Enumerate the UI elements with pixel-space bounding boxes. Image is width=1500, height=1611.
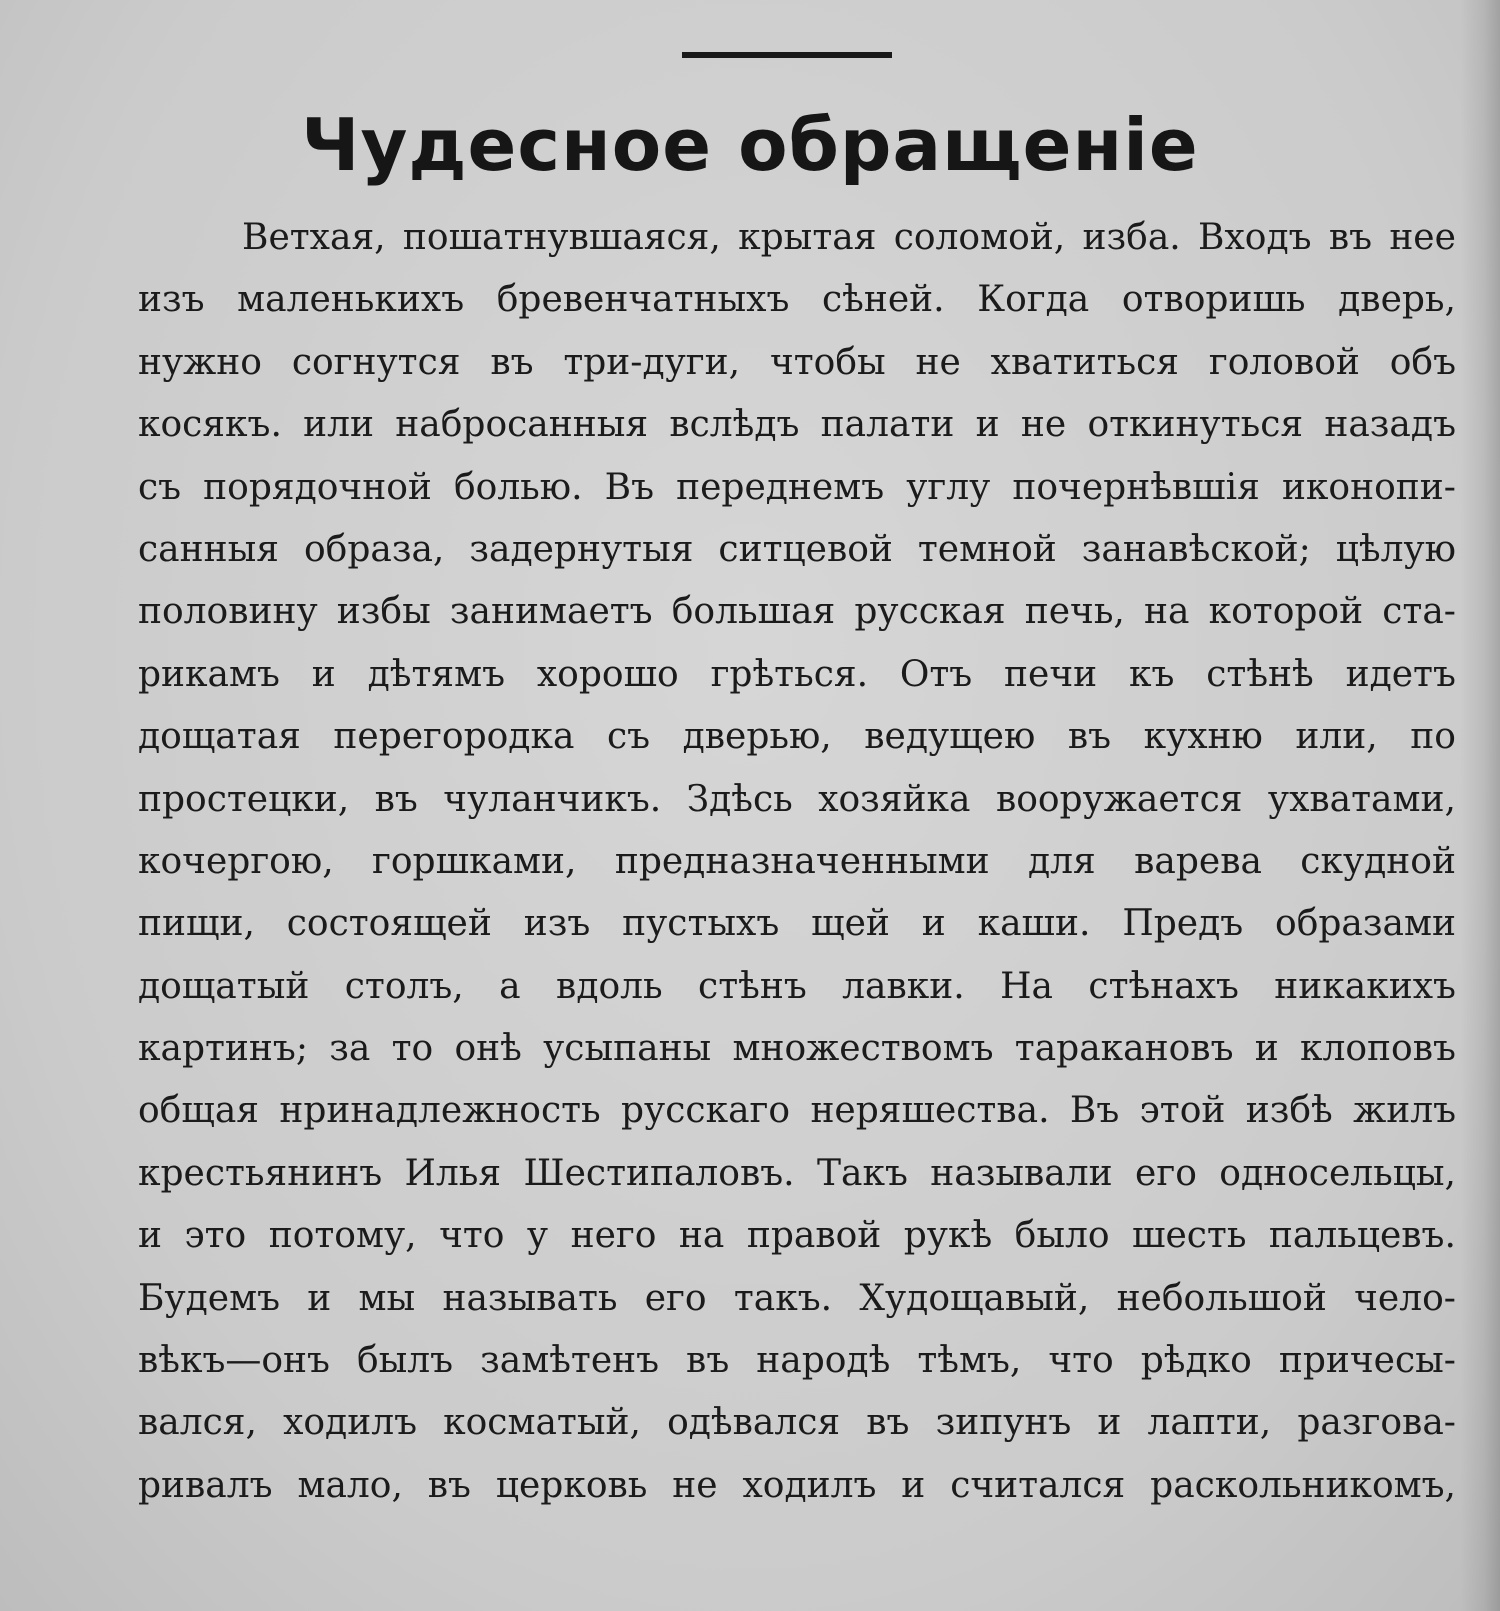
- word: у: [526, 1215, 549, 1257]
- word: дощатый: [138, 965, 310, 1007]
- word: стѣнѣ: [1206, 653, 1314, 695]
- word: бревенчатныхъ: [496, 279, 790, 321]
- word: косматый,: [443, 1402, 641, 1444]
- word: русскаго: [621, 1090, 791, 1132]
- word: рикамъ: [138, 653, 280, 695]
- word: него: [570, 1215, 657, 1257]
- word: и: [311, 653, 336, 695]
- word: считался: [950, 1464, 1126, 1506]
- word: варева: [1134, 840, 1262, 882]
- word: шесть: [1131, 1215, 1247, 1257]
- word: Худощавый,: [859, 1277, 1090, 1319]
- text-line: [138, 332, 1456, 394]
- word: чуланчикъ.: [443, 778, 662, 820]
- word: церковь: [495, 1464, 648, 1506]
- word: вался,: [138, 1402, 257, 1444]
- word: занавѣской;: [1081, 528, 1311, 570]
- word: ухватами,: [1267, 778, 1456, 820]
- word: На: [1000, 965, 1053, 1007]
- section-divider-rule: [682, 52, 892, 58]
- word: ривалъ: [138, 1464, 273, 1506]
- word: и: [307, 1277, 332, 1319]
- word: головой: [1208, 341, 1360, 383]
- word: на: [678, 1215, 725, 1257]
- word: вслѣдъ: [669, 404, 800, 446]
- word: углу: [906, 466, 991, 508]
- word: дѣтямъ: [367, 653, 506, 695]
- page-edge-shadow: [1460, 0, 1500, 1611]
- word: избѣ: [1245, 1090, 1333, 1132]
- word: откинуться: [1087, 404, 1304, 446]
- word: раскольникомъ,: [1150, 1464, 1456, 1506]
- word: его: [1135, 1152, 1197, 1194]
- word: вѣкъ—онъ: [138, 1340, 330, 1382]
- word: кочергою,: [138, 840, 334, 882]
- word: односельцы,: [1219, 1152, 1456, 1194]
- word: почернѣвшія: [1012, 466, 1260, 508]
- word: пальцевъ.: [1268, 1215, 1456, 1257]
- word: то: [391, 1028, 434, 1070]
- word: кухню: [1143, 716, 1263, 758]
- word: мы: [358, 1277, 416, 1319]
- word: сѣней.: [821, 279, 945, 321]
- word: санныя: [138, 528, 279, 570]
- word: рукѣ: [903, 1215, 993, 1257]
- word: не: [672, 1464, 718, 1506]
- word: называть: [442, 1277, 618, 1319]
- word: народѣ: [756, 1340, 891, 1382]
- word: съ: [606, 716, 651, 758]
- word: не: [915, 341, 961, 383]
- text-line: [138, 1455, 1456, 1517]
- word: тѣмъ,: [917, 1340, 1022, 1382]
- word: множествомъ: [732, 1028, 994, 1070]
- word: въ: [1067, 716, 1112, 758]
- word: такъ.: [733, 1277, 833, 1319]
- word: правой: [746, 1215, 882, 1257]
- word: рѣдко: [1140, 1340, 1252, 1382]
- word: три-дуги,: [563, 341, 741, 383]
- word: къ: [1128, 653, 1175, 695]
- word: называли: [930, 1152, 1113, 1194]
- word: горшками,: [372, 840, 577, 882]
- word: столъ,: [344, 965, 464, 1007]
- word: это: [184, 1215, 247, 1257]
- text-line: [138, 1205, 1456, 1267]
- word: хватиться: [990, 341, 1180, 383]
- word: большая: [671, 591, 836, 633]
- word: съ: [138, 466, 182, 508]
- word: никакихъ: [1274, 965, 1456, 1007]
- word: предназначенными: [614, 840, 990, 882]
- word: дверь,: [1338, 279, 1456, 321]
- text-line: [138, 1330, 1456, 1392]
- word: ходилъ: [283, 1402, 417, 1444]
- text-line: [138, 519, 1456, 581]
- word: назадъ: [1324, 404, 1456, 446]
- word: Такъ: [817, 1152, 908, 1194]
- word: за: [329, 1028, 371, 1070]
- word: пищи,: [138, 903, 255, 945]
- word: согнутся: [291, 341, 461, 383]
- article-title: Чудесное обращеніе: [301, 103, 1199, 187]
- word: одѣвался: [667, 1402, 841, 1444]
- text-line: [138, 1268, 1456, 1330]
- text-line: [138, 769, 1456, 831]
- word: задернутыя: [469, 528, 694, 570]
- word: въ: [490, 341, 534, 383]
- word: соломой,: [893, 217, 1066, 258]
- word: лавки.: [842, 965, 965, 1007]
- word: порядочной: [203, 466, 432, 508]
- word: неряшества.: [810, 1090, 1050, 1132]
- word: идетъ: [1345, 653, 1456, 695]
- article-body: [138, 207, 1456, 1517]
- word: онѣ: [454, 1028, 522, 1070]
- word: разгова-: [1297, 1402, 1456, 1444]
- word: и: [1097, 1402, 1122, 1444]
- word: и: [975, 404, 1000, 446]
- word: и: [1254, 1028, 1279, 1070]
- word: усыпаны: [543, 1028, 712, 1070]
- word: хозяйка: [818, 778, 971, 820]
- text-line: [138, 644, 1456, 706]
- word: набросанныя: [395, 404, 649, 446]
- word: печь,: [1024, 591, 1125, 633]
- word: Предъ: [1122, 903, 1244, 945]
- word: причесы-: [1278, 1340, 1456, 1382]
- text-line: [138, 1143, 1456, 1205]
- word: или,: [1295, 716, 1378, 758]
- text-line: [138, 831, 1456, 893]
- word: клоповъ: [1300, 1028, 1456, 1070]
- word: крестьянинъ: [138, 1152, 383, 1194]
- word: а: [499, 965, 521, 1007]
- word: въ: [1328, 217, 1373, 258]
- word: чело-: [1354, 1277, 1456, 1319]
- word: пошатнувшаяся,: [402, 217, 721, 258]
- word: въ: [866, 1402, 910, 1444]
- word: этой: [1139, 1090, 1226, 1132]
- word: таракановъ: [1014, 1028, 1234, 1070]
- text-line: [138, 269, 1456, 331]
- word: грѣться.: [710, 653, 869, 695]
- word: ведущею: [864, 716, 1036, 758]
- word: нужно: [138, 341, 262, 383]
- word: или: [303, 404, 375, 446]
- word: простецки,: [138, 778, 350, 820]
- word: Когда: [977, 279, 1090, 321]
- word: картинъ;: [138, 1028, 308, 1070]
- word: русская: [854, 591, 1006, 633]
- word: стѣнахъ: [1088, 965, 1239, 1007]
- text-line: [138, 893, 1456, 955]
- text-line: [138, 207, 1456, 269]
- word: хорошо: [536, 653, 679, 695]
- word: палати: [820, 404, 955, 446]
- word: нее: [1389, 217, 1456, 258]
- word: въ: [686, 1340, 730, 1382]
- text-line: [138, 1018, 1456, 1080]
- word: для: [1028, 840, 1096, 882]
- word: отворишь: [1121, 279, 1306, 321]
- word: маленькихъ: [237, 279, 465, 321]
- text-line: [138, 394, 1456, 456]
- word: болью.: [453, 466, 583, 508]
- word: не: [1020, 404, 1067, 446]
- word: переднемъ: [676, 466, 885, 508]
- word: образа,: [303, 528, 445, 570]
- word: Здѣсь: [686, 778, 793, 820]
- word: его: [644, 1277, 707, 1319]
- text-line: [138, 1392, 1456, 1454]
- word: жилъ: [1353, 1090, 1456, 1132]
- word: было: [1014, 1215, 1110, 1257]
- word: небольшой: [1116, 1277, 1327, 1319]
- word: избы: [336, 591, 431, 633]
- word: замѣтенъ: [480, 1340, 660, 1382]
- word: Въ: [1069, 1090, 1120, 1132]
- word: общая: [138, 1090, 259, 1132]
- word: вдоль: [556, 965, 663, 1007]
- word: скудной: [1300, 840, 1456, 882]
- word: въ: [374, 778, 418, 820]
- word: изба.: [1082, 217, 1181, 258]
- word: каши.: [977, 903, 1091, 945]
- word: нринадлежность: [279, 1090, 601, 1132]
- word: что: [439, 1215, 505, 1257]
- word: былъ: [356, 1340, 454, 1382]
- text-line: [138, 956, 1456, 1018]
- word: и: [921, 903, 946, 945]
- word: Будемъ: [138, 1277, 281, 1319]
- word: изъ: [138, 279, 205, 321]
- word: на: [1144, 591, 1190, 633]
- text-line: [138, 1080, 1456, 1142]
- word: зипунъ: [935, 1402, 1072, 1444]
- word: лапти,: [1147, 1402, 1272, 1444]
- word: Отъ: [899, 653, 973, 695]
- word: дощатая: [138, 716, 301, 758]
- word: объ: [1389, 341, 1456, 383]
- word: Входъ: [1198, 217, 1312, 258]
- word: щей: [811, 903, 890, 945]
- word: по: [1410, 716, 1456, 758]
- word: Илья: [404, 1152, 502, 1194]
- text-line: [138, 706, 1456, 768]
- word: занимаетъ: [449, 591, 653, 633]
- word: потому,: [268, 1215, 417, 1257]
- word: пустыхъ: [622, 903, 780, 945]
- word: чтобы: [769, 341, 886, 383]
- word: темной: [917, 528, 1057, 570]
- word: ситцевой: [718, 528, 893, 570]
- word: которой: [1208, 591, 1364, 633]
- word: изъ: [523, 903, 591, 945]
- word: косякъ.: [138, 404, 282, 446]
- word: состоящей: [286, 903, 492, 945]
- text-line: [138, 457, 1456, 519]
- word: стѣнъ: [698, 965, 807, 1007]
- word: и: [901, 1464, 926, 1506]
- word: иконопи-: [1281, 466, 1456, 508]
- word: ста-: [1382, 591, 1456, 633]
- word: Въ: [604, 466, 655, 508]
- word: вооружается: [995, 778, 1243, 820]
- word: и: [138, 1215, 162, 1257]
- word: Ветхая,: [242, 217, 386, 258]
- word: что: [1048, 1340, 1114, 1382]
- word: образами: [1275, 903, 1456, 945]
- word: крытая: [738, 217, 877, 258]
- word: мало,: [297, 1464, 403, 1506]
- word: ходилъ: [742, 1464, 877, 1506]
- text-line: [138, 581, 1456, 643]
- word: перегородка: [333, 716, 575, 758]
- word: дверью,: [682, 716, 832, 758]
- word: Шестипаловъ.: [523, 1152, 795, 1194]
- word: въ: [427, 1464, 471, 1506]
- word: половину: [138, 591, 318, 633]
- word: печи: [1004, 653, 1098, 695]
- word: цѣлую: [1335, 528, 1456, 570]
